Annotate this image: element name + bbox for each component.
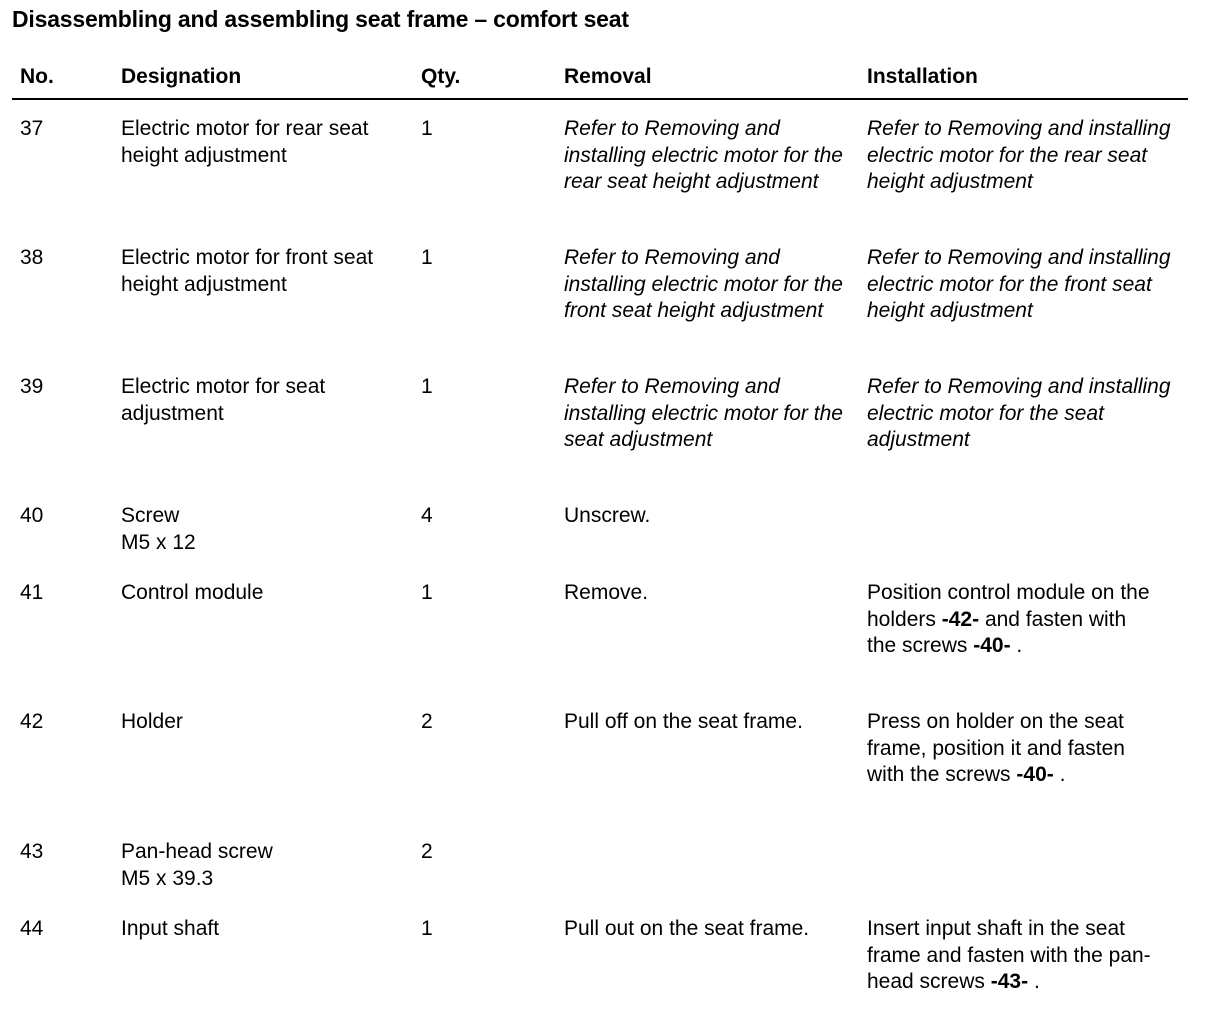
row-qty: 4 — [421, 504, 433, 527]
header-qty: Qty. — [421, 65, 461, 88]
installation-text: . — [1033, 970, 1040, 993]
row-installation — [867, 245, 1197, 325]
row-number: 41 — [20, 581, 44, 604]
row-removal: Remove. — [564, 581, 649, 604]
installation-text: Press on holder on the seat frame, position it and fasten with the screws — [867, 710, 1125, 786]
installation-procedure-link[interactable]: Removing and installing electric motor for the rear seat height adjustment — [867, 117, 1171, 193]
header-removal: Removal — [564, 65, 652, 88]
row-removal — [564, 374, 854, 454]
row-number: 37 — [20, 117, 44, 140]
row-installation — [867, 116, 1197, 196]
row-installation — [867, 580, 1157, 660]
row-removal — [564, 245, 854, 325]
refer-to-label: Refer to — [867, 117, 942, 140]
row-number: 39 — [20, 375, 44, 398]
row-qty: 1 — [421, 375, 433, 398]
row-qty: 1 — [421, 581, 433, 604]
row-designation: Electric motor for seat adjustment — [121, 375, 326, 425]
row-removal: Unscrew. — [564, 504, 651, 527]
row-designation — [121, 839, 411, 892]
row-number: 43 — [20, 840, 44, 863]
item-reference: -43- — [990, 970, 1029, 993]
removal-procedure-link[interactable]: Removing and installing electric motor for the seat adjustment — [564, 375, 843, 451]
installation-text: and fasten with the screws — [867, 607, 1127, 657]
installation-text: Position control module on the holders — [867, 581, 1150, 631]
refer-to-label: Refer to — [564, 246, 639, 269]
designation-spec: M5 x 12 — [121, 530, 196, 554]
row-number: 40 — [20, 504, 44, 527]
header-divider — [12, 98, 1188, 100]
installation-text: Insert input shaft in the seat frame and fasten with the pan-head screws — [867, 917, 1151, 993]
removal-procedure-link[interactable]: Removing and installing electric motor for the front seat height adjustment — [564, 246, 843, 322]
row-number: 44 — [20, 917, 44, 940]
item-reference: -42- — [941, 607, 980, 631]
removal-procedure-link[interactable]: Removing and installing electric motor for the rear seat height adjustment — [564, 117, 843, 193]
row-designation: Input shaft — [121, 917, 220, 940]
row-qty: 1 — [421, 117, 433, 140]
row-installation — [867, 709, 1162, 789]
row-designation — [121, 503, 411, 556]
row-designation: Control module — [121, 581, 264, 604]
row-qty: 2 — [421, 710, 433, 733]
row-qty: 2 — [421, 840, 433, 863]
row-designation: Holder — [121, 710, 183, 733]
row-number: 38 — [20, 246, 44, 269]
row-designation: Electric motor for rear seat height adjustment — [121, 117, 369, 167]
row-removal: Pull off on the seat frame. — [564, 710, 803, 733]
row-number: 42 — [20, 710, 44, 733]
item-reference: -40- — [1016, 763, 1054, 786]
row-installation — [867, 916, 1162, 996]
refer-to-label: Refer to — [564, 375, 639, 398]
row-qty: 1 — [421, 917, 433, 940]
installation-text: . — [1016, 634, 1023, 657]
row-designation: Electric motor for front seat height adjustment — [121, 246, 374, 296]
refer-to-label: Refer to — [564, 117, 639, 140]
refer-to-label: Refer to — [867, 246, 942, 269]
refer-to-label: Refer to — [867, 375, 942, 398]
installation-text: . — [1059, 763, 1066, 786]
header-installation: Installation — [867, 65, 978, 88]
installation-procedure-link[interactable]: Removing and installing electric motor for the seat adjustment — [867, 375, 1171, 451]
item-reference: -40- — [973, 634, 1011, 657]
row-qty: 1 — [421, 246, 433, 269]
row-removal — [564, 116, 854, 196]
header-no: No. — [20, 65, 54, 88]
header-designation: Designation — [121, 65, 242, 88]
page-title: Disassembling and assembling seat frame – comfort seat — [12, 6, 629, 32]
designation-spec: M5 x 39.3 — [121, 866, 214, 890]
row-removal: Pull out on the seat frame. — [564, 917, 810, 940]
installation-procedure-link[interactable]: Removing and installing electric motor for the front seat height adjustment — [867, 246, 1171, 322]
designation-name: Pan-head screw — [121, 840, 273, 863]
designation-name: Screw — [121, 504, 180, 527]
row-installation — [867, 374, 1197, 454]
